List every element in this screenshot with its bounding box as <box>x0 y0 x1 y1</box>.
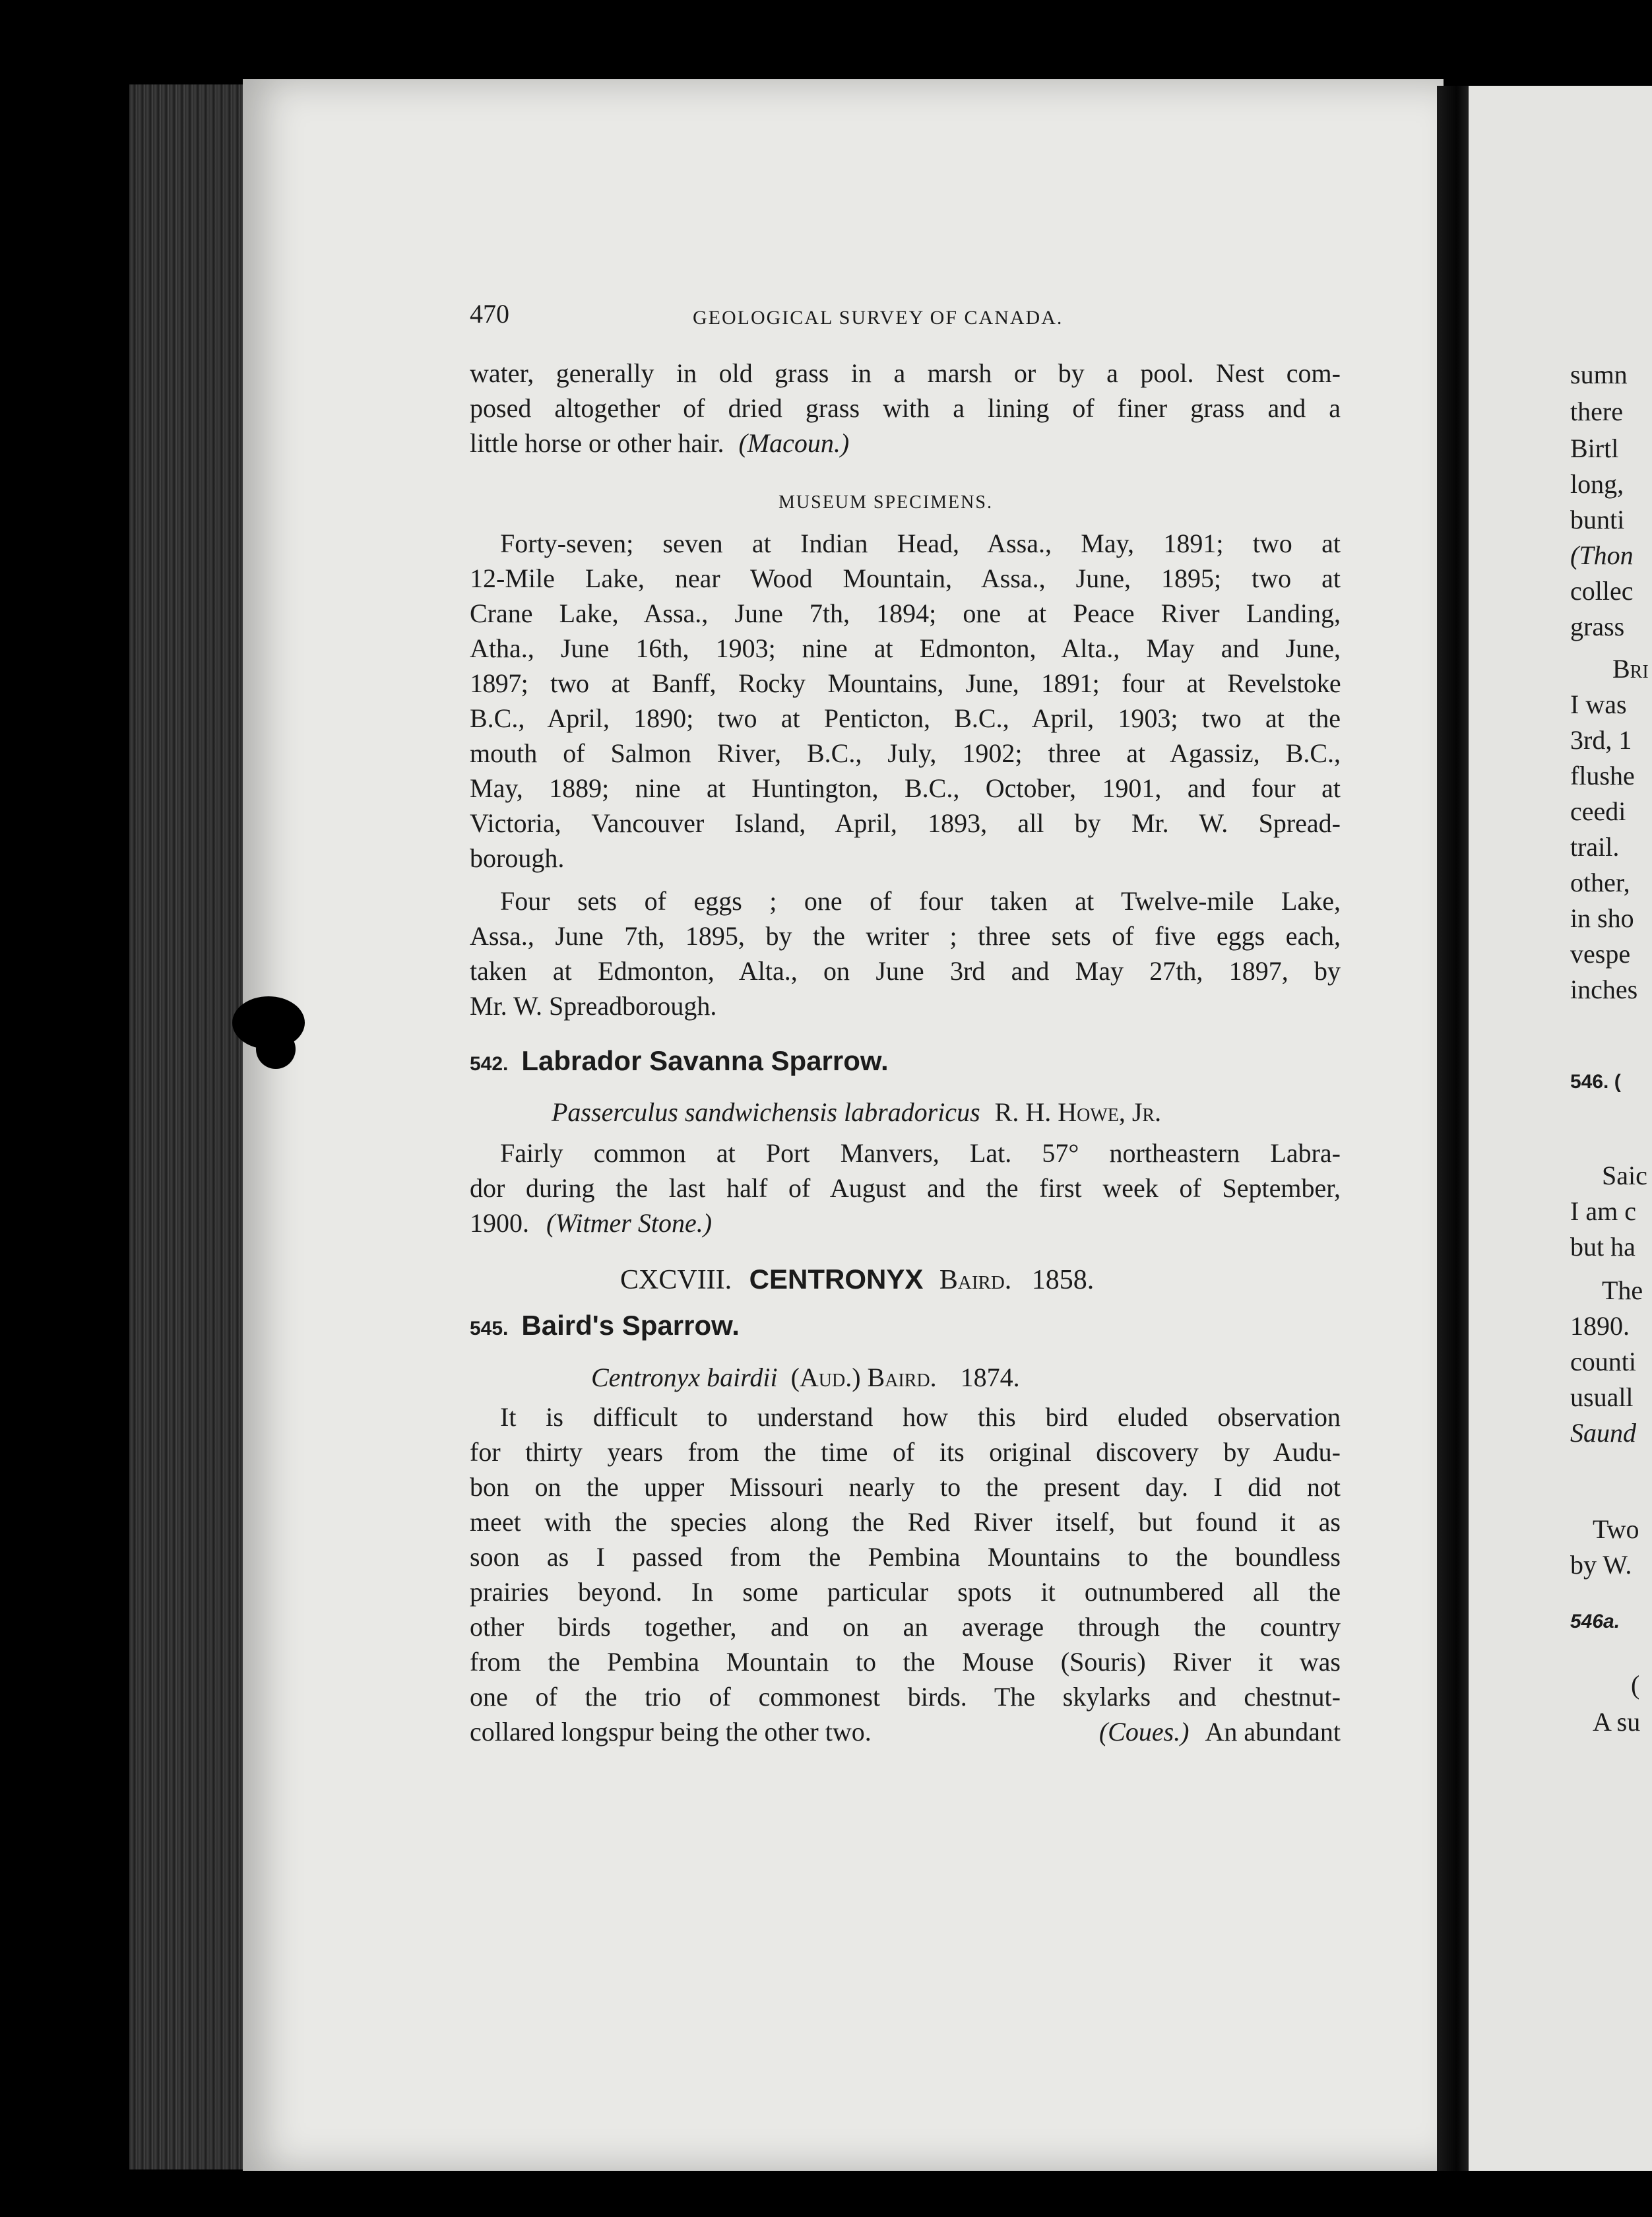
text-line: bon on the upper Missouri nearly to the present day. I did not <box>470 1472 1341 1502</box>
scientific-name: Passerculus sandwichensis labradoricus <box>552 1097 980 1127</box>
facing-text: (Thon <box>1570 540 1634 570</box>
facing-text: Birtl <box>1570 434 1619 463</box>
facing-text: sumn <box>1570 360 1628 389</box>
citation: (Macoun.) <box>738 428 850 458</box>
facing-text: 1890. <box>1570 1311 1630 1341</box>
text-line: from the Pembina Mountain to the Mouse (Souris) River it was <box>470 1647 1341 1677</box>
text-line: soon as I passed from the Pembina Mountains to the boundless <box>470 1542 1341 1572</box>
facing-text: 546a. <box>1570 1611 1620 1632</box>
text-line: Assa., June 7th, 1895, by the writer ; three sets of five eggs each, <box>470 921 1341 951</box>
facing-text: by W. <box>1570 1550 1632 1580</box>
facing-text: but ha <box>1570 1232 1636 1262</box>
text-line: one of the trio of commonest birds. The skylarks and chestnut- <box>470 1682 1341 1712</box>
text-fragment: little horse or other hair. <box>470 428 724 458</box>
facing-text: usuall <box>1570 1382 1634 1412</box>
facing-page <box>1469 86 1652 2171</box>
text-line: 1897; two at Banff, Rocky Mountains, June, 1891; four at Revelstoke <box>470 668 1341 698</box>
species-entry-542 <box>470 1045 889 1080</box>
species-name: Baird's Sparrow. <box>521 1310 740 1341</box>
text-line: It is difficult to understand how this bird eluded observation <box>500 1402 1341 1432</box>
text-line: water, generally in old grass in a marsh or by a pool. Nest com- <box>470 358 1341 388</box>
text-fragment: An abundant <box>1205 1717 1341 1747</box>
text-line: borough. <box>470 843 565 873</box>
genus-name: CENTRONYX <box>749 1264 924 1295</box>
genus-authority: Baird. <box>939 1265 1012 1295</box>
text-fragment: 1900. <box>470 1208 529 1238</box>
facing-text: in sho <box>1570 903 1634 933</box>
facing-text: I was <box>1570 690 1627 719</box>
facing-text: trail. <box>1570 832 1620 862</box>
facing-text: 546. ( <box>1570 1071 1621 1093</box>
text-line: for thirty years from the time of its original discovery by Audu- <box>470 1437 1341 1467</box>
facing-text: Bri <box>1612 654 1649 684</box>
facing-text: long, <box>1570 469 1624 499</box>
text-line: B.C., April, 1890; two at Penticton, B.C., April, 1903; two at the <box>470 703 1341 733</box>
text-fragment: collared longspur being the other two. <box>470 1717 872 1747</box>
scientific-name-line <box>552 1097 1161 1128</box>
page-number: 470 <box>470 299 509 329</box>
scientific-name: Centronyx bairdii <box>591 1363 778 1392</box>
text-line: Four sets of eggs ; one of four taken at Twelve-mile Lake, <box>500 886 1341 916</box>
genus-year: 1858. <box>1031 1265 1095 1295</box>
text-line: prairies beyond. In some particular spots it outnumbered all the <box>470 1577 1341 1607</box>
facing-text: 3rd, 1 <box>1570 725 1632 755</box>
text-line: other birds together, and on an average through the country <box>470 1612 1341 1642</box>
running-title: GEOLOGICAL SURVEY OF CANADA. <box>693 307 1064 329</box>
facing-text: vespe <box>1570 939 1631 969</box>
facing-text: counti <box>1570 1347 1636 1376</box>
text-line: mouth of Salmon River, B.C., July, 1902; three at Agassiz, B.C., <box>470 738 1341 768</box>
facing-text: I am c <box>1570 1196 1636 1226</box>
facing-text: collec <box>1570 576 1634 606</box>
citation: (Coues.) <box>1098 1717 1190 1747</box>
text-line: May, 1889; nine at Huntington, B.C., October, 1901, and four at <box>470 773 1341 803</box>
section-heading: MUSEUM SPECIMENS. <box>778 492 993 513</box>
text-line: meet with the species along the Red River itself, but found it as <box>470 1507 1341 1537</box>
facing-text: The <box>1602 1275 1643 1305</box>
facing-text: Two <box>1593 1514 1639 1544</box>
text-line: Forty-seven; seven at Indian Head, Assa., May, 1891; two at <box>500 529 1341 558</box>
text-line <box>470 1716 1341 1748</box>
text-line: Mr. W. Spreadborough. <box>470 991 717 1021</box>
facing-text: other, <box>1570 868 1630 897</box>
book-gutter <box>1437 86 1470 2171</box>
species-entry-545 <box>470 1310 740 1345</box>
text-line: posed altogether of dried grass with a lining of finer grass and a <box>470 393 1341 423</box>
text-line: taken at Edmonton, Alta., on June 3rd and May 27th, 1897, by <box>470 956 1341 986</box>
text-line: dor during the last half of August and the first week of September, <box>470 1173 1341 1203</box>
facing-text: bunti <box>1570 505 1625 534</box>
text-line <box>470 1207 712 1239</box>
facing-text: A su <box>1593 1707 1641 1737</box>
text-line: 12-Mile Lake, near Wood Mountain, Assa., June, 1895; two at <box>470 563 1341 593</box>
genus-roman: CXCVIII. <box>620 1265 732 1295</box>
text-line <box>470 428 849 459</box>
text-line: Crane Lake, Assa., June 7th, 1894; one at Peace River Landing, <box>470 598 1341 628</box>
ink-blot <box>256 1029 296 1069</box>
facing-text: flushe <box>1570 761 1635 790</box>
genus-heading <box>620 1264 1094 1296</box>
facing-text: inches <box>1570 975 1638 1004</box>
species-year: 1874. <box>960 1363 1020 1392</box>
species-authority: (Aud.) Baird. <box>790 1363 937 1392</box>
text-line: Atha., June 16th, 1903; nine at Edmonton, Alta., May and June, <box>470 633 1341 663</box>
species-number: 542. <box>470 1053 509 1075</box>
facing-text: ceedi <box>1570 796 1626 826</box>
facing-text: grass <box>1570 612 1625 641</box>
facing-text: Saund <box>1570 1418 1636 1448</box>
text-line: Fairly common at Port Manvers, Lat. 57° northeastern Labra- <box>500 1138 1341 1168</box>
species-authority: R. H. Howe, Jr. <box>994 1097 1162 1127</box>
facing-text: Saic <box>1602 1161 1647 1190</box>
citation: (Witmer Stone.) <box>546 1208 713 1238</box>
text-line: Victoria, Vancouver Island, April, 1893, all by Mr. W. Spread- <box>470 808 1341 838</box>
book-fore-edge <box>129 84 248 2169</box>
facing-text: there <box>1570 397 1623 426</box>
facing-text: ( <box>1631 1670 1640 1700</box>
scientific-name-line <box>591 1362 1020 1394</box>
species-name: Labrador Savanna Sparrow. <box>521 1045 889 1076</box>
species-number: 545. <box>470 1318 509 1339</box>
